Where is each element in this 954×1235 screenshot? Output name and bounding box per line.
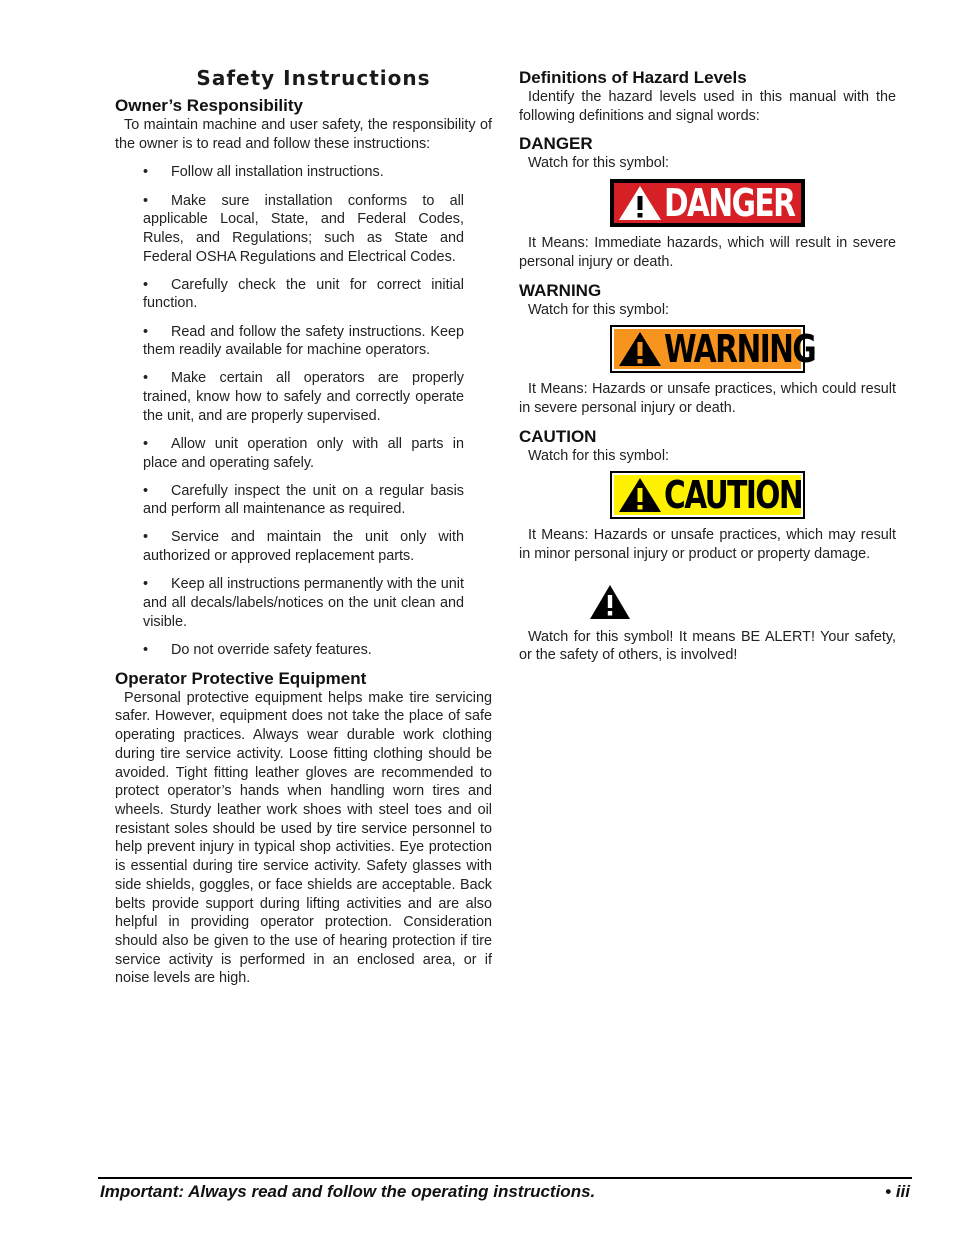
ope-heading: Operator Protective Equipment (115, 668, 367, 688)
list-item: • Make certain all operators are properly trained, know how to safely and correctly operate the unit, and are properly supervised. (143, 370, 464, 424)
owner-intro: To maintain machine and user safety, the responsibility of the owner is to read and follow these instructions: (115, 117, 492, 152)
warning-meaning: It Means: Hazards or unsafe practices, which could result in severe personal injury or death. (519, 381, 896, 416)
left-column (115, 66, 492, 988)
warning-triangle-icon (618, 331, 662, 367)
list-item: • Read and follow the safety instructions. Keep them readily available for machine operators. (143, 323, 464, 359)
danger-meaning: It Means: Immediate hazards, which will result in severe personal injury or death. (519, 235, 896, 270)
footer-divider (98, 1177, 912, 1179)
definitions-intro: Identify the hazard levels used in this manual with the following definitions and signal words: (519, 89, 896, 124)
right-column (519, 66, 896, 665)
list-item: • Make sure installation conforms to all applicable Local, State, and Federal Codes, Rules, and Regulations; such as State and Federal OSHA Regulations and Electrical Codes. (143, 192, 464, 265)
page-title: Safety Instructions (196, 66, 431, 90)
list-item: • Follow all installation instructions. (143, 164, 384, 181)
caution-sign-text: CAUTION (664, 473, 803, 518)
warning-triangle-icon (589, 584, 631, 620)
danger-heading: DANGER (519, 134, 593, 154)
alert-text: Watch for this symbol! It means BE ALERT! Your safety, or the safety of others, is involved! (519, 628, 896, 664)
list-item: • Do not override safety features. (143, 641, 372, 658)
list-item: • Keep all instructions permanently with the unit and all decals/labels/notices on the unit clean and visible. (143, 576, 464, 630)
warning-triangle-icon (618, 477, 662, 513)
caution-heading: CAUTION (519, 426, 597, 446)
danger-sign-text: DANGER (664, 181, 795, 226)
warning-sign-text: WARNING (664, 327, 816, 372)
warning-sign (610, 325, 816, 373)
definitions-heading: Definitions of Hazard Levels (519, 68, 747, 87)
warning-heading: WARNING (519, 280, 602, 300)
list-item: • Carefully inspect the unit on a regular basis and perform all maintenance as required. (143, 482, 464, 518)
caution-meaning: It Means: Hazards or unsafe practices, which may result in minor personal injury or product or property damage. (519, 527, 896, 563)
warning-triangle-icon (618, 185, 662, 221)
list-item: • Allow unit operation only with all parts in place and operating safely. (143, 435, 464, 471)
owner-bullet-list (143, 163, 464, 659)
list-item: • Carefully check the unit for correct initial function. (143, 276, 464, 312)
danger-watch-text: Watch for this symbol: (528, 155, 670, 172)
footer-text: Important: Always read and follow the operating instructions. (100, 1182, 596, 1201)
caution-watch-text: Watch for this symbol: (528, 447, 670, 464)
ope-body: Personal protective equipment helps make tire servicing safer. However, equipment does not take the place of safe operating practices. Always wear durable work clothing during tire service activity. Loose fitting clothing should be avoided. Tight fitting leather gloves are recommended to protect operator’s hands when handling worn tires and wheels. Sturdy leather work shoes with steel toes and oil resistant soles should be used by tire service personnel to help prevent injury in typical shop activities. Eye protection is essential during tire service activity. Safety glasses with side shields, goggles, or face shields are acceptable. Back belts provide support during lifting activities and are also helpful in providing operator protection. Consideration should also be given to the use of hearing protection if tire service activity is performed in an enclosed area, or if noise levels are high. (115, 689, 492, 987)
danger-sign (610, 179, 805, 227)
caution-sign (610, 471, 805, 519)
owner-heading: Owner’s Responsibility (115, 96, 303, 115)
warning-watch-text: Watch for this symbol: (528, 301, 670, 318)
page-number: • iii (885, 1182, 910, 1201)
list-item: • Service and maintain the unit only with authorized or approved replacement parts. (143, 529, 464, 565)
